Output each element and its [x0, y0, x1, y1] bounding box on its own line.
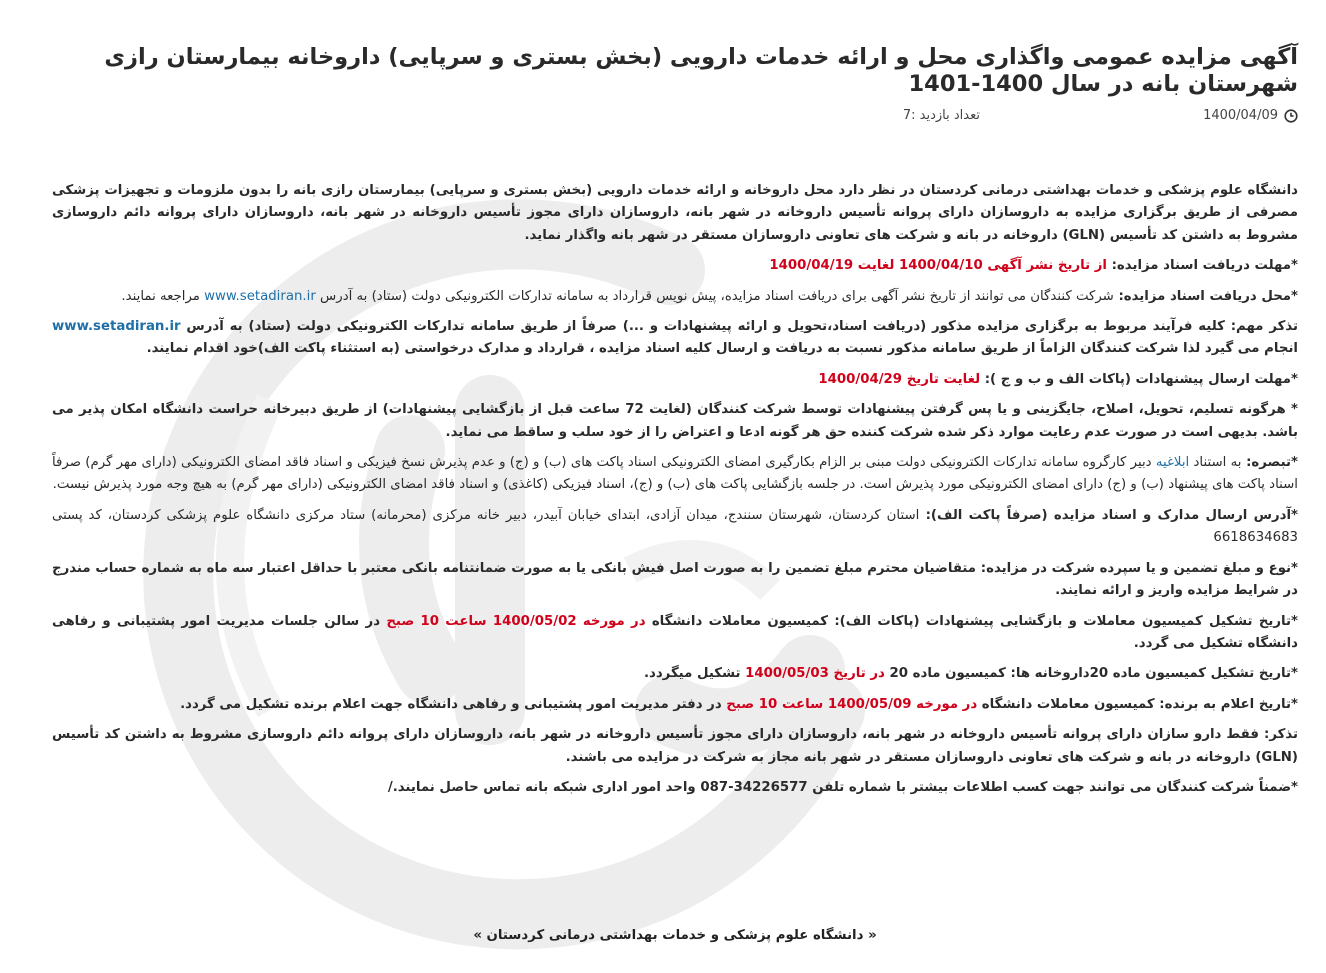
intro-paragraph: دانشگاه علوم پزشکی و خدمات بهداشتی درمانی کردستان در نظر دارد محل داروخانه و ارائه خدمات دارویی (بخش بستری و سرپایی) بیمارستان رازی بانه را بدون ملزومات و تجهیزات پزشکی مصرفی از طریق برگزاری مزایده به داروسازان دارای پروانه تأسیس داروخانه در شهر بانه، داروسازان دارای مجوز تأسیس داروخانه در شهر بانه، داروسازان دارای پروانه دائم داروسازی مشروط به داشتن کد تأسیس (GLN) داروخانه در بانه و شرکت های تعاونی داروسازان مستقر در شهر بانه واگذار نماید. [52, 183, 1298, 243]
post-meta [52, 108, 1298, 128]
footer-signature: « دانشگاه علوم پزشکی و خدمات بهداشتی درمانی کردستان » [473, 928, 877, 943]
visit-count: تعداد بازدید :7 [902, 108, 980, 123]
setadiran-link[interactable]: www.setadiran.ir [204, 288, 316, 304]
announcement-body [52, 180, 1298, 807]
note-paragraph: *تبصره: به استناد ابلاغیه دبیر کارگروه سامانه تدارکات الکترونیکی دولت مبنی بر الزام بکارگیری امضای الکترونیکی اسناد پاکت های (ب) و (ج) و عدم پذیرش نسخ فیزیکی و اسناد فاقد امضای الکترونیکی (دارای مهر گرم) صرفاً اسناد پاکت های پیشنهاد (ب) و (ج) دارای امضای الکترونیکی مورد پذیرش است. در جلسه بازگشایی پاکت های (ب) و (ج)، اسناد فیزیکی (کاغذی) و اسناد فاقد امضای الکترونیکی (دارای مهر گرم) به هیچ وجه مورد پذیرش نیست. [52, 455, 1299, 493]
winner-paragraph: *تاریخ اعلام به برنده: کمیسیون معاملات دانشگاه در مورخه 1400/05/09 ساعت 10 صبح در دفتر مدیریت امور پشتیبانی و رفاهی دانشگاه جهت اعلام برنده تشکیل می گردد. [180, 696, 1298, 712]
important-note-paragraph: تذکر مهم: کلیه فرآیند مربوط به برگزاری مزایده مذکور (دریافت اسناد،تحویل و ارائه پیشنهادات و ...) صرفاً از طریق سامانه تدارکات الکترونیکی دولت (ستاد) به آدرس www.setadiran.ir انجام می گیرد لذا شرکت کنندگان الزاماً از طریق سامانه مذکور نسبت به دریافت و ارسال کلیه اسناد مزایده ، قرارداد و مدارک درخواستی (به استثناء پاکت الف)خود اقدام نمایند. [52, 319, 1298, 357]
submission-deadline-paragraph: *مهلت ارسال پیشنهادات (پاکات الف و ب و ج ): لغایت تاریخ 1400/04/29 [818, 371, 1298, 387]
setadiran-link-2[interactable]: www.setadiran.ir [52, 319, 181, 335]
commission-paragraph: *تاریخ تشکیل کمیسیون معاملات و بازگشایی پیشنهادات (پاکات الف): کمیسیون معاملات دانشگاه در مورخه 1400/05/02 ساعت 10 صبح در سالن جلسات مدیریت امور پشتیبانی و رفاهی دانشگاه تشکیل می گردد. [52, 613, 1298, 651]
delivery-paragraph: * هرگونه تسلیم، تحویل، اصلاح، جایگزینی و یا پس گرفتن پیشنهادات توسط شرکت کنندگان (لغایت 72 ساعت قبل از بازگشایی پیشنهادات) از طریق دبیرخانه حراست دانشگاه امکان پذیر می باشد. بدیهی است در صورت عدم رعایت موارد ذکر شده شرکت کننده حق هر گونه ادعا و اعتراض را از خود سلب و ساقط می نماید. [52, 402, 1298, 440]
deadline-paragraph: *مهلت دریافت اسناد مزایده: از تاریخ نشر آگهی 1400/04/10 لغایت 1400/04/19 [769, 258, 1298, 274]
eligibility-note-paragraph: تذکر: فقط دارو سازان دارای پروانه تأسیس داروخانه در شهر بانه، داروسازان دارای مجوز تأسیس داروخانه در شهر بانه، داروسازان دارای پروانه دائم داروسازی مشروط به داشتن کد تأسیس (GLN) داروخانه در بانه و شرکت های تعاونی داروسازان مستقر در شهر بانه مجاز به شرکت در مزایده می باشند. [52, 727, 1298, 765]
contact-paragraph: *ضمناً شرکت کنندگان می توانند جهت کسب اطلاعات بیشتر با شماره تلفن 34226577-087 واحد امور اداری شبکه بانه تماس حاصل نمایند./ [387, 779, 1298, 795]
article20-paragraph: *تاریخ تشکیل کمیسیون ماده 20داروخانه ها: کمیسیون ماده 20 در تاریخ 1400/05/03 تشکیل میگردد. [643, 666, 1298, 682]
page-title: آگهی مزایده عمومی واگذاری محل و ارائه خدمات دارویی (بخش بستری و سرپایی) داروخانه بیمارستان رازی شهرستان بانه در سال 1400-1401 [104, 44, 1298, 97]
address-paragraph: *آدرس ارسال مدارک و اسناد مزایده (صرفاً پاکت الف): استان کردستان، شهرستان سنندج، میدان آزادی، ابتدای خیابان آبیدر، دبیر خانه مرکزی (محرمانه) ستاد مرکزی دانشگاه علوم پزشکی کردستان، کد پستی 6618634683 [52, 507, 1298, 546]
publish-date-text: 1400/04/09 [1203, 108, 1278, 123]
guarantee-paragraph: *نوع و مبلغ تضمین و یا سپرده شرکت در مزایده: متقاضیان محترم مبلغ تضمین را به صورت اصل فیش بانکی یا به صورت ضمانتنامه بانکی معتبر با حداقل اعتبار سه ماه به شماره حساب مندرج در شرایط مزایده واریز و ارائه نمایند. [52, 560, 1298, 599]
publish-date [1203, 108, 1298, 123]
clock-icon [1284, 109, 1298, 123]
place-paragraph: *محل دریافت اسناد مزایده: شرکت کنندگان می توانند از تاریخ نشر آگهی برای دریافت اسناد مزایده، پیش نویس قرارداد به سامانه تدارکات الکترونیکی دولت (ستاد) به آدرس www.setadiran.ir مراجعه نمایند. [121, 288, 1298, 304]
directive-link[interactable]: ابلاغیه [1155, 455, 1190, 471]
